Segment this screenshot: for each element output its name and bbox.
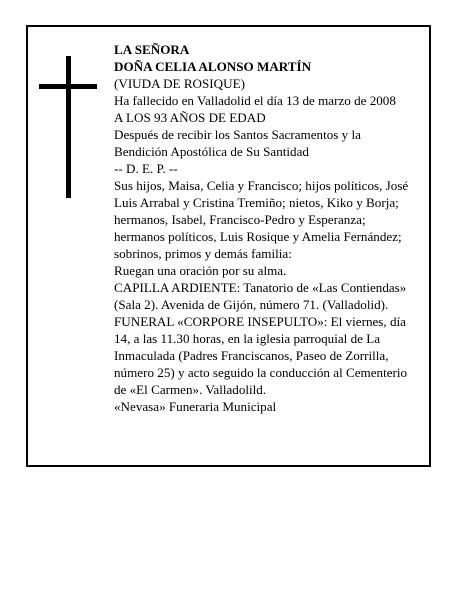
family-line-4: hermanos políticos, Luis Rosique y Amelia Fernández; — [114, 229, 402, 244]
obituary-text — [114, 41, 424, 415]
obituary-notice-frame — [26, 25, 431, 467]
family-line-5: sobrinos, primos y demás familia: — [114, 246, 292, 261]
funeral-home-line: «Nevasa» Funeraria Municipal — [114, 399, 277, 414]
family-line-3: hermanos, Isabel, Francisco-Pedro y Esperanza; — [114, 212, 366, 227]
chapel-line-2: (Sala 2). Avenida de Gijón, número 71. (Valladolid). — [114, 297, 389, 312]
widow-note: (VIUDA DE ROSIQUE) — [114, 76, 245, 91]
funeral-line-5: de «El Carmen». Valladolild. — [114, 382, 267, 397]
family-line-2: Luis Arrabal y Cristina Tremiño; nietos, Kiko y Borja; — [114, 195, 399, 210]
prayer-request-line: Ruegan una oración por su alma. — [114, 263, 287, 278]
cross-icon-bar — [39, 84, 97, 89]
family-line-1: Sus hijos, Maisa, Celia y Francisco; hijos políticos, José — [114, 178, 409, 193]
funeral-line-4: número 25) y acto seguido la conducción al Cementerio — [114, 365, 408, 380]
sacraments-line-1: Después de recibir los Santos Sacramentos y la — [114, 127, 361, 142]
rip-line: -- D. E. P. -- — [114, 161, 178, 176]
cross-icon — [66, 56, 71, 198]
funeral-line-1: FUNERAL «CORPORE INSEPULTO»: El viernes, día — [114, 314, 406, 329]
chapel-line-1: CAPILLA ARDIENTE: Tanatorio de «Las Contiendas» — [114, 280, 407, 295]
deceased-name: DOÑA CELIA ALONSO MARTÍN — [114, 59, 312, 74]
funeral-line-3: Inmaculada (Padres Franciscanos, Paseo de Zorrilla, — [114, 348, 389, 363]
sacraments-line-2: Bendición Apostólica de Su Santidad — [114, 144, 309, 159]
age-line: A LOS 93 AÑOS DE EDAD — [114, 110, 266, 125]
death-date-line: Ha fallecido en Valladolid el día 13 de marzo de 2008 — [114, 93, 396, 108]
funeral-line-2: 14, a las 11.30 horas, en la iglesia parroquial de La — [114, 331, 381, 346]
title-line: LA SEÑORA — [114, 42, 190, 57]
